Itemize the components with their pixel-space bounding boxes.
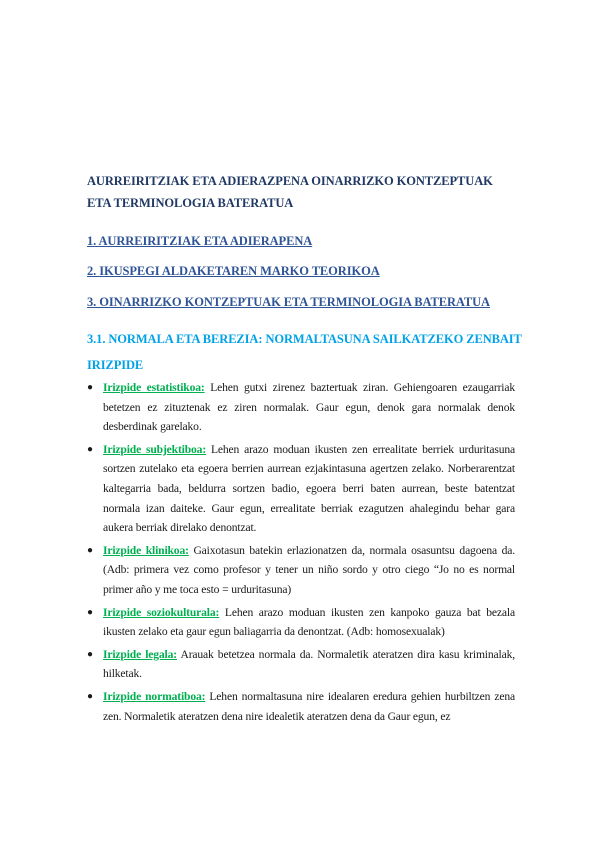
criterion-term: Irizpide legala: (103, 647, 177, 661)
criterion-text: Gaixotasun batekin erlazionatzen da, normala osasuntsu dagoena da. (Adb: primera vez como profesor y tener un niño sordo y otro ciego “Jo no es normal primer año y me toca esto = urduritasuna) (103, 543, 515, 596)
criteria-list (87, 378, 515, 729)
criterion-text: Lehen arazo moduan ikusten zen errealitate berriek urduritasuna sortzen zutelako eta egoera berrien aurrean ezjakintasuna agertzen zelako. Norberarentzat kaltegarria bada, beldurra sortzen badio, egoera berri baten aurrean, beste batentzat normala izan daiteke. Gaur egun, errealitate berriak ezagutzen ahalegindu behar gara aukera berriak direlako denontzat. (103, 442, 515, 535)
section-subheading (87, 326, 527, 378)
bullet-icon: ● (87, 443, 93, 455)
criterion-term: Irizpide normatiboa: (103, 689, 206, 703)
bullet-icon: ● (87, 382, 93, 393)
list-item (87, 378, 515, 437)
criterion-term: Irizpide klinikoa: (103, 543, 189, 557)
toc-link-1[interactable]: 1. AURREIRITZIAK ETA ADIERAPENA (87, 234, 313, 248)
title-line-2: ETA TERMINOLOGIA BATERATUA (87, 196, 294, 210)
document-title (87, 170, 527, 214)
list-item (87, 541, 515, 600)
criterion-term: Irizpide soziokulturala: (103, 605, 220, 619)
subheading-line-2: IRIZPIDE (87, 358, 144, 372)
bullet-icon: ● (87, 606, 93, 618)
criterion-text: Lehen normaltasuna nire idealaren eredura gehien hurbiltzen zena zen. Normaletik ateratzen dena nire idealetik ateratzen dena da Gaur egun, ez (103, 689, 516, 723)
subheading-line-1: 3.1. NORMALA ETA BEREZIA: NORMALTASUNA SAILKATZEKO ZENBAIT (87, 332, 522, 346)
toc-link-3[interactable]: 3. OINARRIZKO KONTZEPTUAK ETA TERMINOLOGIA BATERATUA (87, 295, 490, 309)
criterion-term: Irizpide subjektiboa: (103, 442, 207, 456)
list-item (87, 645, 515, 684)
bullet-icon: ● (87, 544, 93, 556)
bullet-icon: ● (87, 690, 93, 702)
list-item (87, 440, 515, 538)
bullet-icon: ● (87, 648, 93, 660)
criterion-term: Irizpide estatistikoa: (103, 381, 205, 394)
criterion-text: Lehen arazo moduan ikusten zen kanpoko gauza bat bezala ikusten zelako eta gaur egun baliagarria da denontzat. (Adb: homosexualak) (103, 605, 515, 639)
criterion-text: Arauak betetzea normala da. Normaletik ateratzen dira kasu kriminalak, hilketak. (103, 647, 515, 681)
list-item (87, 603, 515, 642)
criterion-text: Lehen gutxi zirenez baztertuak ziran. Gehiengoaren ezaugarriak betetzen ez zituztenak ez ziren normalak. Gaur egun, denok gara normalak denok desberdinak garelako. (103, 381, 515, 434)
title-line-1: AURREIRITZIAK ETA ADIERAZPENA OINARRIZKO KONTZEPTUAK (87, 174, 493, 188)
toc-link-2[interactable]: 2. IKUSPEGI ALDAKETAREN MARKO TEORIKOA (87, 264, 380, 278)
list-item (87, 687, 515, 726)
